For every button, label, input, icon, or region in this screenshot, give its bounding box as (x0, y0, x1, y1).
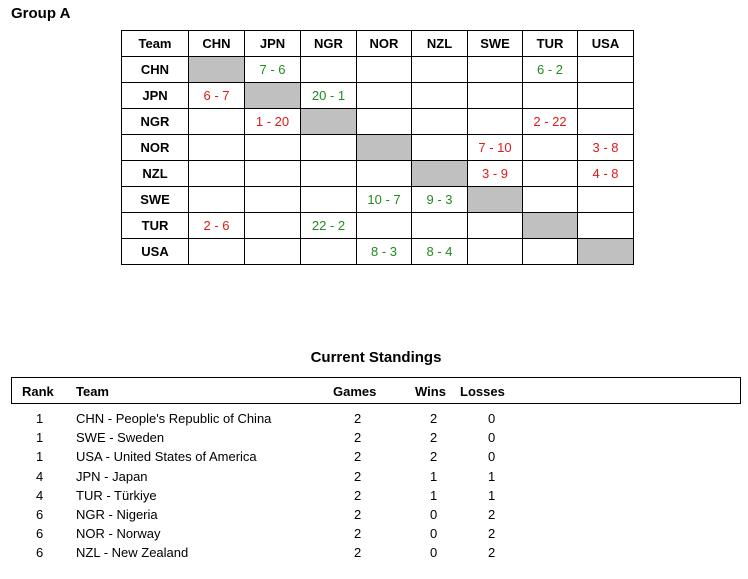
score-cell: 8 - 3 (357, 239, 412, 265)
matrix-corner-header: Team (122, 31, 189, 57)
empty-cell (468, 83, 523, 109)
standings-games-cell: 2 (354, 545, 362, 561)
matrix-row-header: NGR (122, 109, 189, 135)
score-cell: 6 - 7 (189, 83, 245, 109)
standings-wins-cell: 0 (430, 526, 438, 542)
score-cell: 1 - 20 (245, 109, 301, 135)
matrix-row-header: JPN (122, 83, 189, 109)
standings-wins-cell: 1 (430, 468, 438, 484)
empty-cell (189, 135, 245, 161)
score-cell: 7 - 10 (468, 135, 523, 161)
empty-cell (412, 135, 468, 161)
matrix-column-header: NOR (357, 31, 412, 57)
standings-rank-cell: 1 (36, 411, 44, 426)
standings-wins-cell: 2 (430, 411, 438, 426)
matrix-column-header: TUR (523, 31, 578, 57)
standings-rank-cell: 4 (36, 487, 44, 503)
matrix-row-header: NOR (122, 135, 189, 161)
empty-cell (468, 57, 523, 83)
empty-cell (189, 239, 245, 265)
matrix-row-header: CHN (122, 57, 189, 83)
empty-cell (357, 213, 412, 239)
standings-row (11, 468, 741, 487)
standings-wins-cell: 2 (430, 449, 438, 465)
empty-cell (468, 239, 523, 265)
empty-cell (468, 109, 523, 135)
standings-team-cell: NZL - New Zealand (76, 545, 189, 561)
score-cell: 2 - 22 (523, 109, 578, 135)
empty-cell (578, 213, 634, 239)
matrix-row (122, 213, 634, 239)
empty-cell (189, 161, 245, 187)
standings-rank-cell: 6 (36, 526, 44, 542)
empty-cell (578, 109, 634, 135)
standings-games-cell: 2 (354, 430, 362, 446)
games-header: Games (333, 384, 377, 399)
matrix-column-header: SWE (468, 31, 523, 57)
score-cell: 22 - 2 (301, 213, 357, 239)
rank-header: Rank (22, 384, 54, 399)
standings-losses-cell: 2 (488, 526, 496, 542)
matrix-diagonal-cell (468, 187, 523, 213)
empty-cell (412, 83, 468, 109)
standings-wins-cell: 0 (430, 506, 438, 522)
matrix-row (122, 187, 634, 213)
score-cell: 6 - 2 (523, 57, 578, 83)
standings-games-cell: 2 (354, 526, 362, 542)
empty-cell (357, 83, 412, 109)
matrix-row (122, 57, 634, 83)
standings-games-cell: 2 (354, 411, 362, 426)
matrix-row-header: TUR (122, 213, 189, 239)
matrix-diagonal-cell (578, 239, 634, 265)
matrix-column-header: JPN (245, 31, 301, 57)
matrix-diagonal-cell (189, 57, 245, 83)
standings-losses-cell: 1 (488, 468, 496, 484)
empty-cell (523, 187, 578, 213)
score-cell: 20 - 1 (301, 83, 357, 109)
matrix-diagonal-cell (301, 109, 357, 135)
empty-cell (189, 109, 245, 135)
standings-losses-cell: 2 (488, 545, 496, 561)
matrix-row (122, 109, 634, 135)
empty-cell (412, 109, 468, 135)
standings-rank-cell: 6 (36, 545, 44, 561)
empty-cell (301, 187, 357, 213)
standings-wins-cell: 0 (430, 545, 438, 561)
matrix-diagonal-cell (412, 161, 468, 187)
empty-cell (523, 83, 578, 109)
standings-games-cell: 2 (354, 487, 362, 503)
empty-cell (412, 213, 468, 239)
matrix-row (122, 239, 634, 265)
losses-header: Losses (460, 384, 505, 399)
standings-team-cell: CHN - People's Republic of China (76, 411, 272, 426)
matrix-diagonal-cell (357, 135, 412, 161)
standings-team-cell: JPN - Japan (76, 468, 148, 484)
matrix-row-header: SWE (122, 187, 189, 213)
empty-cell (523, 239, 578, 265)
standings-team-cell: NGR - Nigeria (76, 506, 158, 522)
empty-cell (578, 83, 634, 109)
standings-games-cell: 2 (354, 449, 362, 465)
matrix-diagonal-cell (523, 213, 578, 239)
standings-team-cell: NOR - Norway (76, 526, 161, 542)
standings-losses-cell: 0 (488, 449, 496, 465)
standings-games-cell: 2 (354, 468, 362, 484)
empty-cell (578, 187, 634, 213)
standings-wins-cell: 1 (430, 487, 438, 503)
score-cell: 2 - 6 (189, 213, 245, 239)
standings-team-cell: SWE - Sweden (76, 430, 165, 446)
score-cell: 9 - 3 (412, 187, 468, 213)
empty-cell (578, 57, 634, 83)
score-cell: 10 - 7 (357, 187, 412, 213)
standings-rank-cell: 6 (36, 506, 44, 522)
standings-body (11, 410, 741, 564)
empty-cell (468, 213, 523, 239)
wins-header: Wins (415, 384, 446, 399)
standings-rank-cell: 4 (36, 468, 44, 484)
matrix-column-header: NGR (301, 31, 357, 57)
score-cell: 4 - 8 (578, 161, 634, 187)
empty-cell (301, 239, 357, 265)
group-title: Group A (11, 5, 71, 22)
empty-cell (245, 239, 301, 265)
results-matrix (121, 30, 634, 265)
matrix-row (122, 135, 634, 161)
standings-row (11, 487, 741, 506)
matrix-column-header: CHN (189, 31, 245, 57)
standings-row (11, 429, 741, 448)
matrix-body (122, 31, 634, 265)
standings-team-cell: USA - United States of America (76, 449, 257, 465)
empty-cell (301, 135, 357, 161)
score-cell: 3 - 9 (468, 161, 523, 187)
standings-rank-cell: 1 (36, 449, 44, 465)
standings-games-cell: 2 (354, 506, 362, 522)
score-cell: 7 - 6 (245, 57, 301, 83)
standings-title: Current Standings (310, 349, 442, 366)
standings-row (11, 448, 741, 467)
standings-row (11, 506, 741, 525)
standings-losses-cell: 0 (488, 411, 496, 426)
empty-cell (412, 57, 468, 83)
matrix-diagonal-cell (245, 83, 301, 109)
empty-cell (245, 187, 301, 213)
empty-cell (245, 213, 301, 239)
standings-row (11, 410, 741, 429)
standings-rank-cell: 1 (36, 430, 44, 446)
standings-header (11, 377, 741, 404)
empty-cell (357, 161, 412, 187)
empty-cell (523, 135, 578, 161)
standings-wins-cell: 2 (430, 430, 438, 446)
standings-losses-cell: 2 (488, 506, 496, 522)
score-cell: 8 - 4 (412, 239, 468, 265)
empty-cell (301, 161, 357, 187)
standings-row (11, 525, 741, 544)
score-cell: 3 - 8 (578, 135, 634, 161)
matrix-row (122, 161, 634, 187)
matrix-row-header: USA (122, 239, 189, 265)
standings-losses-cell: 1 (488, 487, 496, 503)
matrix-column-header: NZL (412, 31, 468, 57)
standings-losses-cell: 0 (488, 430, 496, 446)
empty-cell (245, 161, 301, 187)
empty-cell (357, 109, 412, 135)
matrix-row-header: NZL (122, 161, 189, 187)
matrix-column-header: USA (578, 31, 634, 57)
empty-cell (357, 57, 412, 83)
matrix-header-row (122, 31, 634, 57)
empty-cell (245, 135, 301, 161)
team-header: Team (76, 384, 109, 399)
matrix-row (122, 83, 634, 109)
empty-cell (189, 187, 245, 213)
empty-cell (301, 57, 357, 83)
standings-team-cell: TUR - Türkiye (76, 487, 157, 503)
standings-row (11, 544, 741, 563)
empty-cell (523, 161, 578, 187)
